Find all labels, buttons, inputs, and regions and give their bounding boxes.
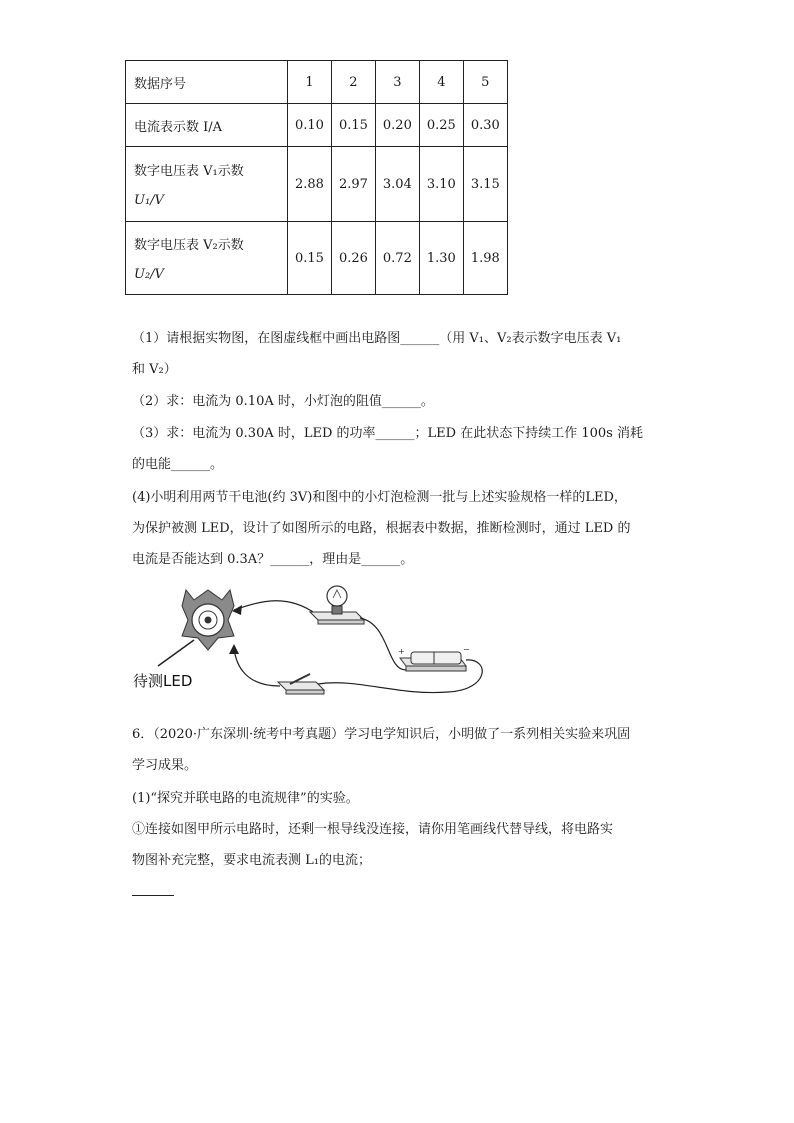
table-cell: 4	[419, 61, 463, 104]
question-3	[132, 418, 662, 480]
question-4-line1: (4)小明利用两节干电池(约 3V)和图中的小灯泡检测一批与上述实验规格一样的LED，	[132, 490, 627, 505]
svg-text:+: +	[398, 647, 405, 656]
table-cell: 1.30	[419, 222, 463, 295]
problem-6-line1: 6．（2020·广东深圳·统考中考真题）学习电学知识后，小明做了一系列相关实验来巩固	[132, 727, 631, 742]
problem-6-part1: (1)“探究并联电路的电流规律”的实验。	[132, 791, 359, 806]
switch-icon	[278, 674, 324, 694]
table-header-cell: 数据序号	[126, 61, 288, 104]
table-cell: 0.72	[375, 222, 419, 295]
table-row	[126, 147, 508, 222]
question-1-line2: 和 V₂）	[132, 362, 177, 377]
wire	[360, 618, 406, 670]
svg-text:−: −	[463, 645, 470, 654]
row-label-line2: U₁/V	[134, 193, 164, 208]
question-2: （2）求：电流为 0.10A 时，小灯泡的阻值______。	[132, 394, 434, 409]
table-cell: 0.15	[288, 222, 332, 295]
table-cell: 0.15	[331, 104, 375, 147]
table-cell: 0.10	[288, 104, 332, 147]
problem-6-part1a-line2: 物图补充完整，要求电流表测 L₁的电流；	[132, 853, 371, 868]
table-row	[126, 222, 508, 295]
question-3-line1: （3）求：电流为 0.30A 时，LED 的功率______；LED 在此状态下持续工作 100s 消耗	[132, 426, 643, 441]
table-cell: 3.15	[463, 147, 507, 222]
table-cell: 1.98	[463, 222, 507, 295]
bulb-icon	[310, 586, 364, 624]
question-1-line1: （1）请根据实物图，在图虚线框中画出电路图______（用 V₁、V₂表示数字电压表 V₁	[132, 331, 622, 346]
problem-6-part1a	[132, 814, 662, 876]
wire	[234, 601, 316, 614]
table-header-cell	[126, 222, 288, 295]
table-cell: 0.30	[463, 104, 507, 147]
problem-6-stem	[132, 719, 662, 781]
table-cell: 2.88	[288, 147, 332, 222]
led-icon	[182, 590, 234, 650]
label-pointer	[158, 640, 194, 666]
table-cell: 2.97	[331, 147, 375, 222]
table-cell: 2	[331, 61, 375, 104]
table-cell: 0.26	[331, 222, 375, 295]
problem-6-part1a-line1: ①连接如图甲所示电路时，还剩一根导线没连接，请你用笔画线代替导线，将电路实	[132, 822, 614, 837]
table-cell: 3.04	[375, 147, 419, 222]
question-1	[132, 323, 662, 385]
data-table	[125, 60, 508, 295]
table-header-cell	[126, 147, 288, 222]
row-label-line1: 数字电压表 V₂示数	[134, 238, 244, 253]
battery-icon	[398, 645, 470, 671]
table-cell: 5	[463, 61, 507, 104]
question-4-line3: 电流是否能达到 0.3A？______，理由是______。	[132, 552, 414, 567]
table-header-cell: 电流表示数 I/A	[126, 104, 288, 147]
question-4	[132, 482, 662, 575]
question-4-line2: 为保护被测 LED，设计了如图所示的电路，根据表中数据，推断检测时，通过 LED 的	[132, 521, 631, 536]
wire	[234, 648, 280, 686]
led-label: 待测LED	[133, 672, 193, 690]
row-label-line1: 数字电压表 V₁示数	[134, 164, 244, 179]
table-cell: 0.25	[419, 104, 463, 147]
table-row	[126, 61, 508, 104]
problem-6-line2: 学习成果。	[132, 758, 198, 773]
table-cell: 3.10	[419, 147, 463, 222]
table-cell: 3	[375, 61, 419, 104]
circuit-figure	[128, 578, 498, 696]
question-3-line2: 的电能______。	[132, 457, 224, 472]
table-cell: 1	[288, 61, 332, 104]
answer-blank[interactable]	[132, 895, 174, 896]
table-row	[126, 104, 508, 147]
row-label-line2: U₂/V	[134, 267, 164, 282]
table-cell: 0.20	[375, 104, 419, 147]
